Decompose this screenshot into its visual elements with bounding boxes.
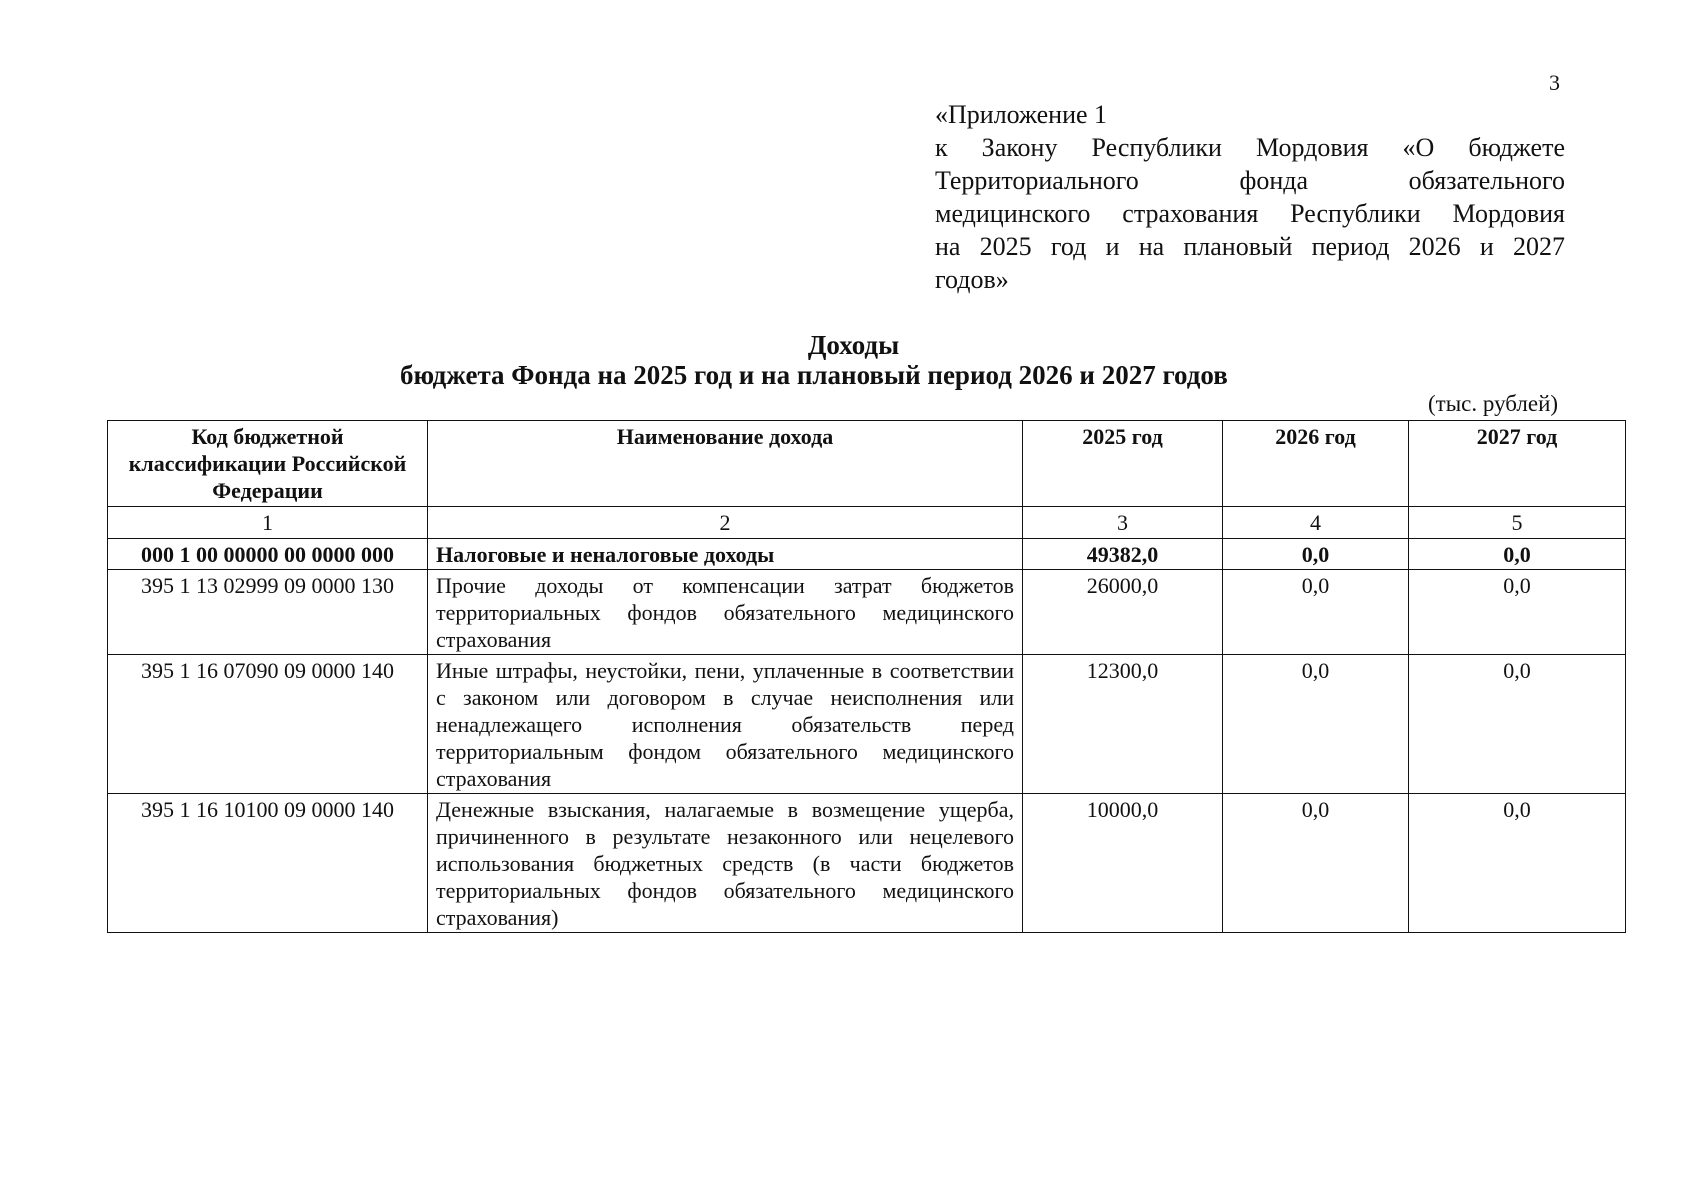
column-number: 2 bbox=[428, 507, 1023, 539]
table-row bbox=[108, 570, 1626, 655]
table-row bbox=[108, 655, 1626, 794]
row-code: 000 1 00 00000 00 0000 000 bbox=[108, 539, 428, 570]
row-value-2027: 0,0 bbox=[1409, 570, 1626, 655]
row-value-2025: 26000,0 bbox=[1023, 570, 1223, 655]
income-table bbox=[107, 420, 1626, 933]
table-row bbox=[108, 794, 1626, 933]
appendix-line-3: Территориального фонда обязательного bbox=[935, 166, 1565, 195]
row-value-2026: 0,0 bbox=[1223, 539, 1409, 570]
appendix-line-5: на 2025 год и на плановый период 2026 и 2027 bbox=[935, 232, 1565, 261]
column-number: 5 bbox=[1409, 507, 1626, 539]
header-code: Код бюджетной классификации Российской Федерации bbox=[108, 421, 428, 507]
column-number: 4 bbox=[1223, 507, 1409, 539]
appendix-line-2: к Закону Республики Мордовия «О бюджете bbox=[935, 133, 1565, 162]
row-value-2026: 0,0 bbox=[1223, 655, 1409, 794]
row-value-2026: 0,0 bbox=[1223, 794, 1409, 933]
row-value-2025: 12300,0 bbox=[1023, 655, 1223, 794]
column-number-row bbox=[108, 507, 1626, 539]
row-value-2027: 0,0 bbox=[1409, 539, 1626, 570]
row-code: 395 1 16 07090 09 0000 140 bbox=[108, 655, 428, 794]
document-subtitle: бюджета Фонда на 2025 год и на плановый период 2026 и 2027 годов bbox=[400, 360, 1228, 390]
page-number: 3 bbox=[1549, 70, 1560, 95]
header-2027: 2027 год bbox=[1409, 421, 1626, 507]
row-name: Денежные взыскания, налагаемые в возмещение ущерба, причиненного в результате незаконного или нецелевого использования бюджетных средств (в части бюджетов территориальных фондов обязательного медицинского страхования) bbox=[428, 794, 1023, 933]
row-value-2025: 10000,0 bbox=[1023, 794, 1223, 933]
column-number: 1 bbox=[108, 507, 428, 539]
table-header-row bbox=[108, 421, 1626, 507]
document-title-main: Доходы bbox=[807, 330, 900, 360]
table-row bbox=[108, 539, 1626, 570]
row-value-2025: 49382,0 bbox=[1023, 539, 1223, 570]
units-label: (тыс. рублей) bbox=[1428, 391, 1559, 416]
appendix-line-1: «Приложение 1 bbox=[935, 100, 1108, 129]
column-number: 3 bbox=[1023, 507, 1223, 539]
row-value-2027: 0,0 bbox=[1409, 794, 1626, 933]
appendix-reference bbox=[935, 98, 1565, 296]
header-name: Наименование дохода bbox=[428, 421, 1023, 507]
row-name: Иные штрафы, неустойки, пени, уплаченные в соответствии с законом или договором в случае неисполнения или ненадлежащего исполнения обязательств перед территориальным фондом обязательного медицинского страхования bbox=[428, 655, 1023, 794]
row-code: 395 1 16 10100 09 0000 140 bbox=[108, 794, 428, 933]
row-code: 395 1 13 02999 09 0000 130 bbox=[108, 570, 428, 655]
header-2026: 2026 год bbox=[1223, 421, 1409, 507]
appendix-line-4: медицинского страхования Республики Мордовия bbox=[935, 199, 1565, 228]
row-value-2026: 0,0 bbox=[1223, 570, 1409, 655]
row-name: Прочие доходы от компенсации затрат бюджетов территориальных фондов обязательного медицинского страхования bbox=[428, 570, 1023, 655]
row-value-2027: 0,0 bbox=[1409, 655, 1626, 794]
document-title bbox=[0, 330, 1697, 361]
row-name: Налоговые и неналоговые доходы bbox=[428, 539, 1023, 570]
header-2025: 2025 год bbox=[1023, 421, 1223, 507]
appendix-line-6: годов» bbox=[935, 265, 1009, 294]
